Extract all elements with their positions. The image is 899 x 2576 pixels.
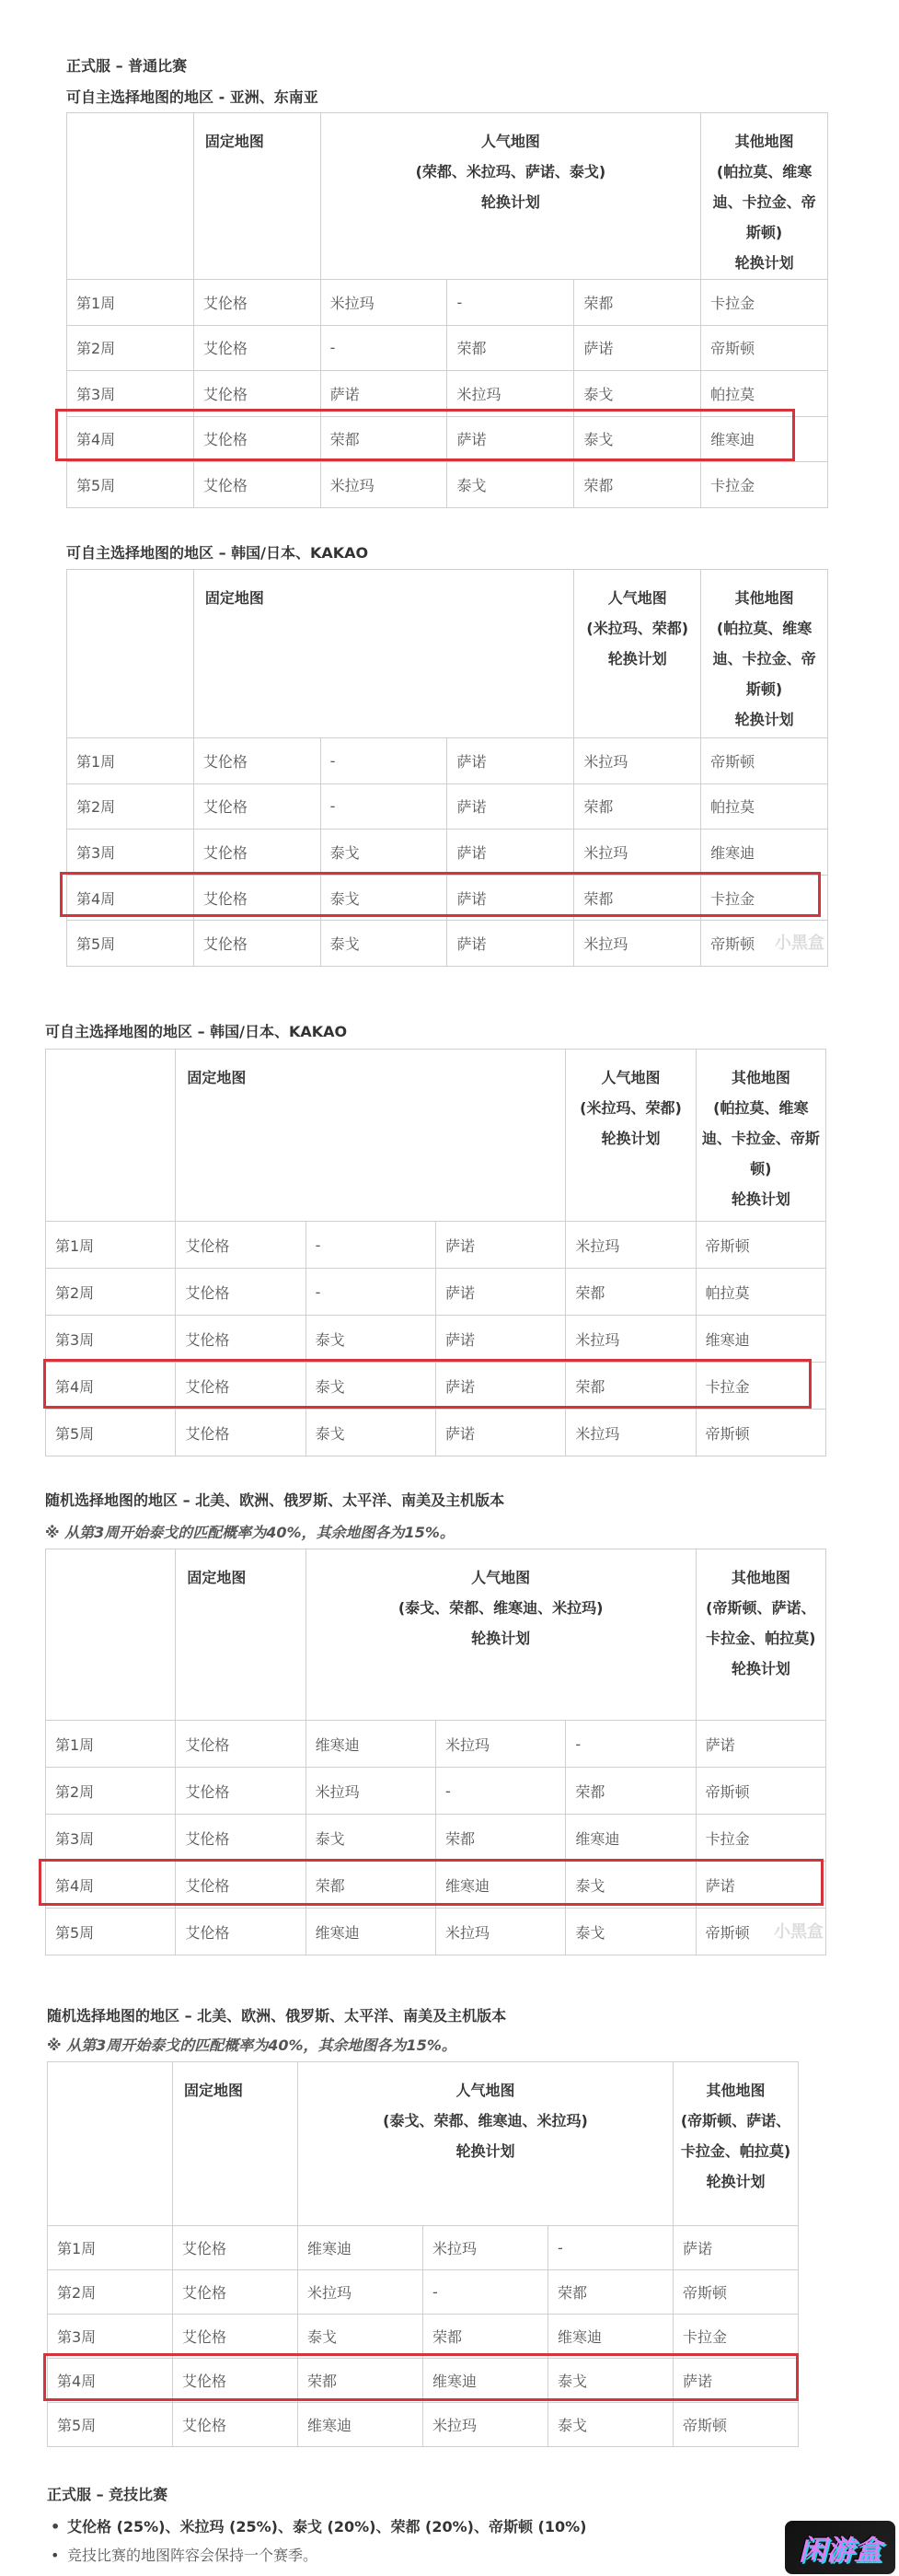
ranked-map-weights: • 艾伦格 (25%)、米拉玛 (25%)、泰戈 (20%)、荣都 (20%)、帝斯顿 (10%) xyxy=(47,2512,586,2541)
header-line: 轮换计划 xyxy=(455,2142,515,2160)
map-cell: 帝斯顿 xyxy=(701,325,828,371)
header-cell xyxy=(193,570,573,738)
map-cell: 帝斯顿 xyxy=(696,1222,825,1269)
map-cell: 泰戈 xyxy=(566,1862,696,1909)
map-cell: 卡拉金 xyxy=(674,2315,799,2359)
map-cell: 荣都 xyxy=(320,416,447,462)
map-cell: 萨诺 xyxy=(435,1316,565,1363)
map-cell: 艾伦格 xyxy=(176,1768,305,1815)
map-cell: 帝斯顿 xyxy=(701,921,828,967)
table-row xyxy=(48,2226,799,2270)
map-cell: 泰戈 xyxy=(305,1410,435,1456)
map-cell: 维寒迪 xyxy=(701,416,828,462)
week-cell: 第3周 xyxy=(46,1316,176,1363)
map-cell: 泰戈 xyxy=(305,1815,435,1862)
map-cell: 帝斯顿 xyxy=(696,1909,825,1955)
map-cell: 帝斯顿 xyxy=(674,2403,799,2447)
map-cell: 艾伦格 xyxy=(193,783,320,830)
ranked-bullet-list xyxy=(47,2512,586,2570)
map-cell: 荣都 xyxy=(574,280,701,326)
header-cell xyxy=(298,2062,674,2226)
header-cell xyxy=(701,113,828,280)
rotation-table-section xyxy=(45,1049,826,1456)
section-title: 可自主选择地图的地区 – 韩国/日本、KAKAO xyxy=(66,544,369,562)
section-title: 可自主选择地图的地区 – 韩国/日本、KAKAO xyxy=(45,1023,348,1040)
map-cell: 米拉玛 xyxy=(423,2403,548,2447)
ranked-season-note: • 竞技比赛的地图阵容会保持一个赛季。 xyxy=(47,2541,586,2570)
map-cell: 维寒迪 xyxy=(701,830,828,876)
week-cell: 第3周 xyxy=(67,830,194,876)
week-cell: 第3周 xyxy=(67,371,194,417)
header-line: 人气地图 xyxy=(455,2082,515,2099)
week-cell: 第3周 xyxy=(46,1815,176,1862)
map-cell: 荣都 xyxy=(566,1269,696,1316)
map-cell: 荣都 xyxy=(423,2315,548,2359)
map-cell: 泰戈 xyxy=(320,921,447,967)
header-cell xyxy=(320,113,700,280)
header-line: (帕拉莫、维寒迪、卡拉金、帝斯顿) xyxy=(701,1099,820,1178)
header-line: (帝斯顿、萨诺、卡拉金、帕拉莫) xyxy=(706,1599,816,1647)
header-line: 其他地图 xyxy=(706,2082,766,2099)
map-cell: 荣都 xyxy=(574,875,701,921)
map-cell: 维寒迪 xyxy=(548,2315,674,2359)
header-cell xyxy=(176,1050,566,1222)
header-cell xyxy=(674,2062,799,2226)
map-cell: 荣都 xyxy=(566,1363,696,1410)
table-row xyxy=(46,1768,826,1815)
header-cell xyxy=(701,570,828,738)
week-cell: 第5周 xyxy=(67,462,194,508)
week-cell: 第1周 xyxy=(46,1222,176,1269)
table-row xyxy=(48,2315,799,2359)
week-cell: 第5周 xyxy=(46,1909,176,1955)
map-cell: 米拉玛 xyxy=(320,280,447,326)
map-cell: 维寒迪 xyxy=(298,2403,423,2447)
map-cell: 萨诺 xyxy=(447,783,574,830)
map-cell: 荣都 xyxy=(447,325,574,371)
header-cell xyxy=(305,1549,696,1721)
map-cell: 米拉玛 xyxy=(566,1410,696,1456)
header-line: 轮换计划 xyxy=(480,193,540,211)
section-title: 可自主选择地图的地区 - 亚洲、东南亚 xyxy=(66,88,318,106)
section-note: ※ 从第3周开始泰戈的匹配概率为40%，其余地图各为15%。 xyxy=(45,1524,455,1541)
table-row xyxy=(67,462,828,508)
table-row xyxy=(46,1269,826,1316)
map-cell: 艾伦格 xyxy=(193,462,320,508)
map-cell: 萨诺 xyxy=(674,2226,799,2270)
map-cell: - xyxy=(447,280,574,326)
map-cell: 维寒迪 xyxy=(566,1815,696,1862)
table-row-highlighted xyxy=(48,2359,799,2403)
header-cell xyxy=(696,1549,825,1721)
header-cell xyxy=(193,113,320,280)
map-cell: 艾伦格 xyxy=(176,1222,305,1269)
map-cell: 卡拉金 xyxy=(696,1815,825,1862)
map-cell: 泰戈 xyxy=(447,462,574,508)
map-cell: 艾伦格 xyxy=(176,1269,305,1316)
map-cell: - xyxy=(423,2270,548,2315)
week-cell: 第2周 xyxy=(46,1269,176,1316)
map-cell: 米拉玛 xyxy=(435,1909,565,1955)
table-row-highlighted xyxy=(46,1862,826,1909)
table-row-highlighted xyxy=(67,875,828,921)
map-cell: 艾伦格 xyxy=(173,2270,298,2315)
week-cell: 第4周 xyxy=(67,416,194,462)
week-cell: 第4周 xyxy=(46,1363,176,1410)
map-cell: 卡拉金 xyxy=(701,462,828,508)
header-cell xyxy=(67,113,194,280)
map-cell: 米拉玛 xyxy=(574,830,701,876)
week-cell: 第2周 xyxy=(46,1768,176,1815)
table-row xyxy=(67,280,828,326)
header-line: 其他地图 xyxy=(734,589,794,607)
map-cell: 泰戈 xyxy=(566,1909,696,1955)
map-cell: 艾伦格 xyxy=(176,1862,305,1909)
table-row xyxy=(67,371,828,417)
map-cell: 维寒迪 xyxy=(305,1721,435,1768)
map-cell: 米拉玛 xyxy=(574,921,701,967)
table-row xyxy=(46,1316,826,1363)
map-cell: 艾伦格 xyxy=(193,921,320,967)
header-line: 固定地图 xyxy=(184,2082,244,2099)
map-cell: - xyxy=(548,2226,674,2270)
map-cell: 艾伦格 xyxy=(176,1316,305,1363)
header-line: 固定地图 xyxy=(204,133,264,150)
header-line: 轮换计划 xyxy=(601,1130,661,1147)
map-cell: 萨诺 xyxy=(447,921,574,967)
rotation-table-section xyxy=(66,569,828,967)
map-cell: 卡拉金 xyxy=(701,280,828,326)
rotation-table xyxy=(45,1049,826,1456)
rotation-table xyxy=(47,2061,799,2447)
header-line: (帕拉莫、维寒迪、卡拉金、帝斯顿) xyxy=(712,620,816,698)
header-line: 人气地图 xyxy=(480,133,540,150)
week-cell: 第3周 xyxy=(48,2315,173,2359)
table-row xyxy=(48,2403,799,2447)
table-row xyxy=(67,783,828,830)
map-cell: 米拉玛 xyxy=(574,738,701,784)
map-cell: 萨诺 xyxy=(447,875,574,921)
week-cell: 第1周 xyxy=(46,1721,176,1768)
week-cell: 第4周 xyxy=(67,875,194,921)
map-cell: 艾伦格 xyxy=(176,1410,305,1456)
header-line: 轮换计划 xyxy=(706,2173,766,2190)
map-cell: 艾伦格 xyxy=(193,325,320,371)
header-cell xyxy=(696,1050,825,1222)
header-line: 人气地图 xyxy=(607,589,667,607)
map-cell: 米拉玛 xyxy=(435,1721,565,1768)
table-row xyxy=(46,1410,826,1456)
map-cell: 米拉玛 xyxy=(447,371,574,417)
map-cell: 维寒迪 xyxy=(696,1316,825,1363)
map-cell: 萨诺 xyxy=(435,1222,565,1269)
map-cell: - xyxy=(320,325,447,371)
map-cell: 卡拉金 xyxy=(696,1363,825,1410)
header-line: 人气地图 xyxy=(471,1569,531,1586)
map-cell: 泰戈 xyxy=(320,875,447,921)
header-line: (泰戈、荣都、维寒迪、米拉玛) xyxy=(398,1599,604,1617)
map-cell: 艾伦格 xyxy=(173,2315,298,2359)
map-cell: 米拉玛 xyxy=(566,1316,696,1363)
map-cell: 帕拉莫 xyxy=(696,1269,825,1316)
map-cell: 萨诺 xyxy=(447,416,574,462)
map-cell: 米拉玛 xyxy=(298,2270,423,2315)
week-cell: 第2周 xyxy=(67,325,194,371)
map-cell: 米拉玛 xyxy=(320,462,447,508)
map-cell: 艾伦格 xyxy=(176,1721,305,1768)
map-cell: 维寒迪 xyxy=(435,1862,565,1909)
rotation-table xyxy=(66,112,828,508)
week-cell: 第5周 xyxy=(48,2403,173,2447)
map-cell: 帝斯顿 xyxy=(701,738,828,784)
rotation-table xyxy=(45,1549,826,1955)
table-row xyxy=(48,2270,799,2315)
site-logo: 闲游盒 xyxy=(785,2521,895,2574)
week-cell: 第5周 xyxy=(46,1410,176,1456)
section-note: ※ 从第3周开始泰戈的匹配概率为40%，其余地图各为15%。 xyxy=(47,2036,456,2054)
header-line: (米拉玛、荣都) xyxy=(586,620,689,637)
header-cell xyxy=(173,2062,298,2226)
header-line: 固定地图 xyxy=(187,1069,247,1086)
map-cell: 艾伦格 xyxy=(193,416,320,462)
table-row xyxy=(46,1815,826,1862)
section-title: 随机选择地图的地区 – 北美、欧洲、俄罗斯、太平洋、南美及主机版本 xyxy=(45,1491,505,1509)
map-cell: 米拉玛 xyxy=(305,1768,435,1815)
map-cell: 荣都 xyxy=(298,2359,423,2403)
week-cell: 第4周 xyxy=(48,2359,173,2403)
map-cell: 荣都 xyxy=(305,1862,435,1909)
header-cell xyxy=(176,1549,305,1721)
ranked-title: 正式服 – 竞技比赛 xyxy=(47,2486,168,2503)
header-cell xyxy=(566,1050,696,1222)
map-cell: 维寒迪 xyxy=(298,2226,423,2270)
header-line: 轮换计划 xyxy=(734,711,794,728)
map-cell: 艾伦格 xyxy=(173,2226,298,2270)
map-cell: 艾伦格 xyxy=(176,1815,305,1862)
map-cell: 帕拉莫 xyxy=(701,783,828,830)
table-header-row xyxy=(67,113,828,280)
map-cell: 帝斯顿 xyxy=(696,1768,825,1815)
map-cell: 泰戈 xyxy=(574,416,701,462)
header-line: 人气地图 xyxy=(601,1069,661,1086)
map-cell: 艾伦格 xyxy=(193,875,320,921)
page-title: 正式服 – 普通比赛 xyxy=(66,57,188,75)
header-cell xyxy=(46,1050,176,1222)
header-line: 其他地图 xyxy=(734,133,794,150)
header-cell xyxy=(46,1549,176,1721)
header-line: 轮换计划 xyxy=(607,650,667,667)
map-cell: 萨诺 xyxy=(447,738,574,784)
header-line: 轮换计划 xyxy=(734,254,794,272)
map-cell: - xyxy=(305,1269,435,1316)
header-line: (荣都、米拉玛、萨诺、泰戈) xyxy=(415,163,606,180)
header-line: 固定地图 xyxy=(204,589,264,607)
week-cell: 第1周 xyxy=(67,280,194,326)
map-cell: 维寒迪 xyxy=(305,1909,435,1955)
table-header-row xyxy=(48,2062,799,2226)
map-cell: - xyxy=(435,1768,565,1815)
table-row xyxy=(46,1222,826,1269)
map-cell: 荣都 xyxy=(435,1815,565,1862)
header-cell xyxy=(574,570,701,738)
header-line: (米拉玛、荣都) xyxy=(580,1099,682,1117)
map-cell: 荣都 xyxy=(574,783,701,830)
map-cell: 米拉玛 xyxy=(566,1222,696,1269)
map-cell: 艾伦格 xyxy=(193,738,320,784)
rotation-table xyxy=(66,569,828,967)
week-cell: 第4周 xyxy=(46,1862,176,1909)
watermark: 小黑盒 xyxy=(774,1922,824,1942)
table-header-row xyxy=(67,570,828,738)
map-cell: 艾伦格 xyxy=(193,371,320,417)
map-cell: 荣都 xyxy=(548,2270,674,2315)
rotation-table-section xyxy=(66,112,828,508)
map-cell: 艾伦格 xyxy=(173,2403,298,2447)
week-cell: 第1周 xyxy=(48,2226,173,2270)
map-cell: 艾伦格 xyxy=(176,1909,305,1955)
week-cell: 第5周 xyxy=(67,921,194,967)
map-cell: 维寒迪 xyxy=(423,2359,548,2403)
table-row xyxy=(46,1909,826,1955)
rotation-table-section xyxy=(47,2061,799,2447)
table-header-row xyxy=(46,1050,826,1222)
map-cell: - xyxy=(566,1721,696,1768)
map-cell: 萨诺 xyxy=(320,371,447,417)
map-cell: 米拉玛 xyxy=(423,2226,548,2270)
map-cell: 萨诺 xyxy=(674,2359,799,2403)
header-line: (帝斯顿、萨诺、卡拉金、帕拉莫) xyxy=(680,2112,791,2160)
week-cell: 第1周 xyxy=(67,738,194,784)
map-cell: - xyxy=(320,783,447,830)
header-line: 其他地图 xyxy=(731,1569,790,1586)
map-cell: 萨诺 xyxy=(435,1269,565,1316)
section-title: 随机选择地图的地区 – 北美、欧洲、俄罗斯、太平洋、南美及主机版本 xyxy=(47,2007,507,2025)
header-cell xyxy=(48,2062,173,2226)
map-cell: 荣都 xyxy=(574,462,701,508)
header-line: 固定地图 xyxy=(187,1569,247,1586)
map-cell: 泰戈 xyxy=(574,371,701,417)
map-cell: 萨诺 xyxy=(696,1721,825,1768)
map-cell: 卡拉金 xyxy=(701,875,828,921)
table-row xyxy=(67,325,828,371)
map-cell: 泰戈 xyxy=(320,830,447,876)
header-line: 轮换计划 xyxy=(731,1190,790,1208)
table-row xyxy=(67,921,828,967)
table-row-highlighted xyxy=(46,1363,826,1410)
map-cell: 泰戈 xyxy=(548,2403,674,2447)
map-cell: 泰戈 xyxy=(305,1363,435,1410)
header-line: 轮换计划 xyxy=(731,1660,790,1677)
header-line: (泰戈、荣都、维寒迪、米拉玛) xyxy=(383,2112,588,2129)
table-row xyxy=(67,738,828,784)
header-line: (帕拉莫、维寒迪、卡拉金、帝斯顿) xyxy=(712,163,816,241)
header-cell xyxy=(67,570,194,738)
map-cell: 艾伦格 xyxy=(193,280,320,326)
map-cell: 帕拉莫 xyxy=(701,371,828,417)
header-line: 轮换计划 xyxy=(471,1630,531,1647)
week-cell: 第2周 xyxy=(67,783,194,830)
map-cell: 帝斯顿 xyxy=(696,1410,825,1456)
table-row xyxy=(46,1721,826,1768)
map-cell: - xyxy=(305,1222,435,1269)
map-cell: 萨诺 xyxy=(447,830,574,876)
table-row xyxy=(67,830,828,876)
map-cell: 萨诺 xyxy=(435,1363,565,1410)
table-header-row xyxy=(46,1549,826,1721)
map-cell: 萨诺 xyxy=(574,325,701,371)
map-cell: 帝斯顿 xyxy=(674,2270,799,2315)
map-cell: 萨诺 xyxy=(435,1410,565,1456)
map-cell: 泰戈 xyxy=(548,2359,674,2403)
map-cell: 泰戈 xyxy=(305,1316,435,1363)
map-cell: 荣都 xyxy=(566,1768,696,1815)
map-cell: 艾伦格 xyxy=(176,1363,305,1410)
map-cell: 萨诺 xyxy=(696,1862,825,1909)
map-cell: 艾伦格 xyxy=(173,2359,298,2403)
map-cell: 艾伦格 xyxy=(193,830,320,876)
map-cell: 泰戈 xyxy=(298,2315,423,2359)
header-line: 其他地图 xyxy=(731,1069,790,1086)
watermark: 小黑盒 xyxy=(775,934,824,953)
rotation-table-section xyxy=(45,1549,826,1955)
map-cell: - xyxy=(320,738,447,784)
table-row-highlighted xyxy=(67,416,828,462)
week-cell: 第2周 xyxy=(48,2270,173,2315)
